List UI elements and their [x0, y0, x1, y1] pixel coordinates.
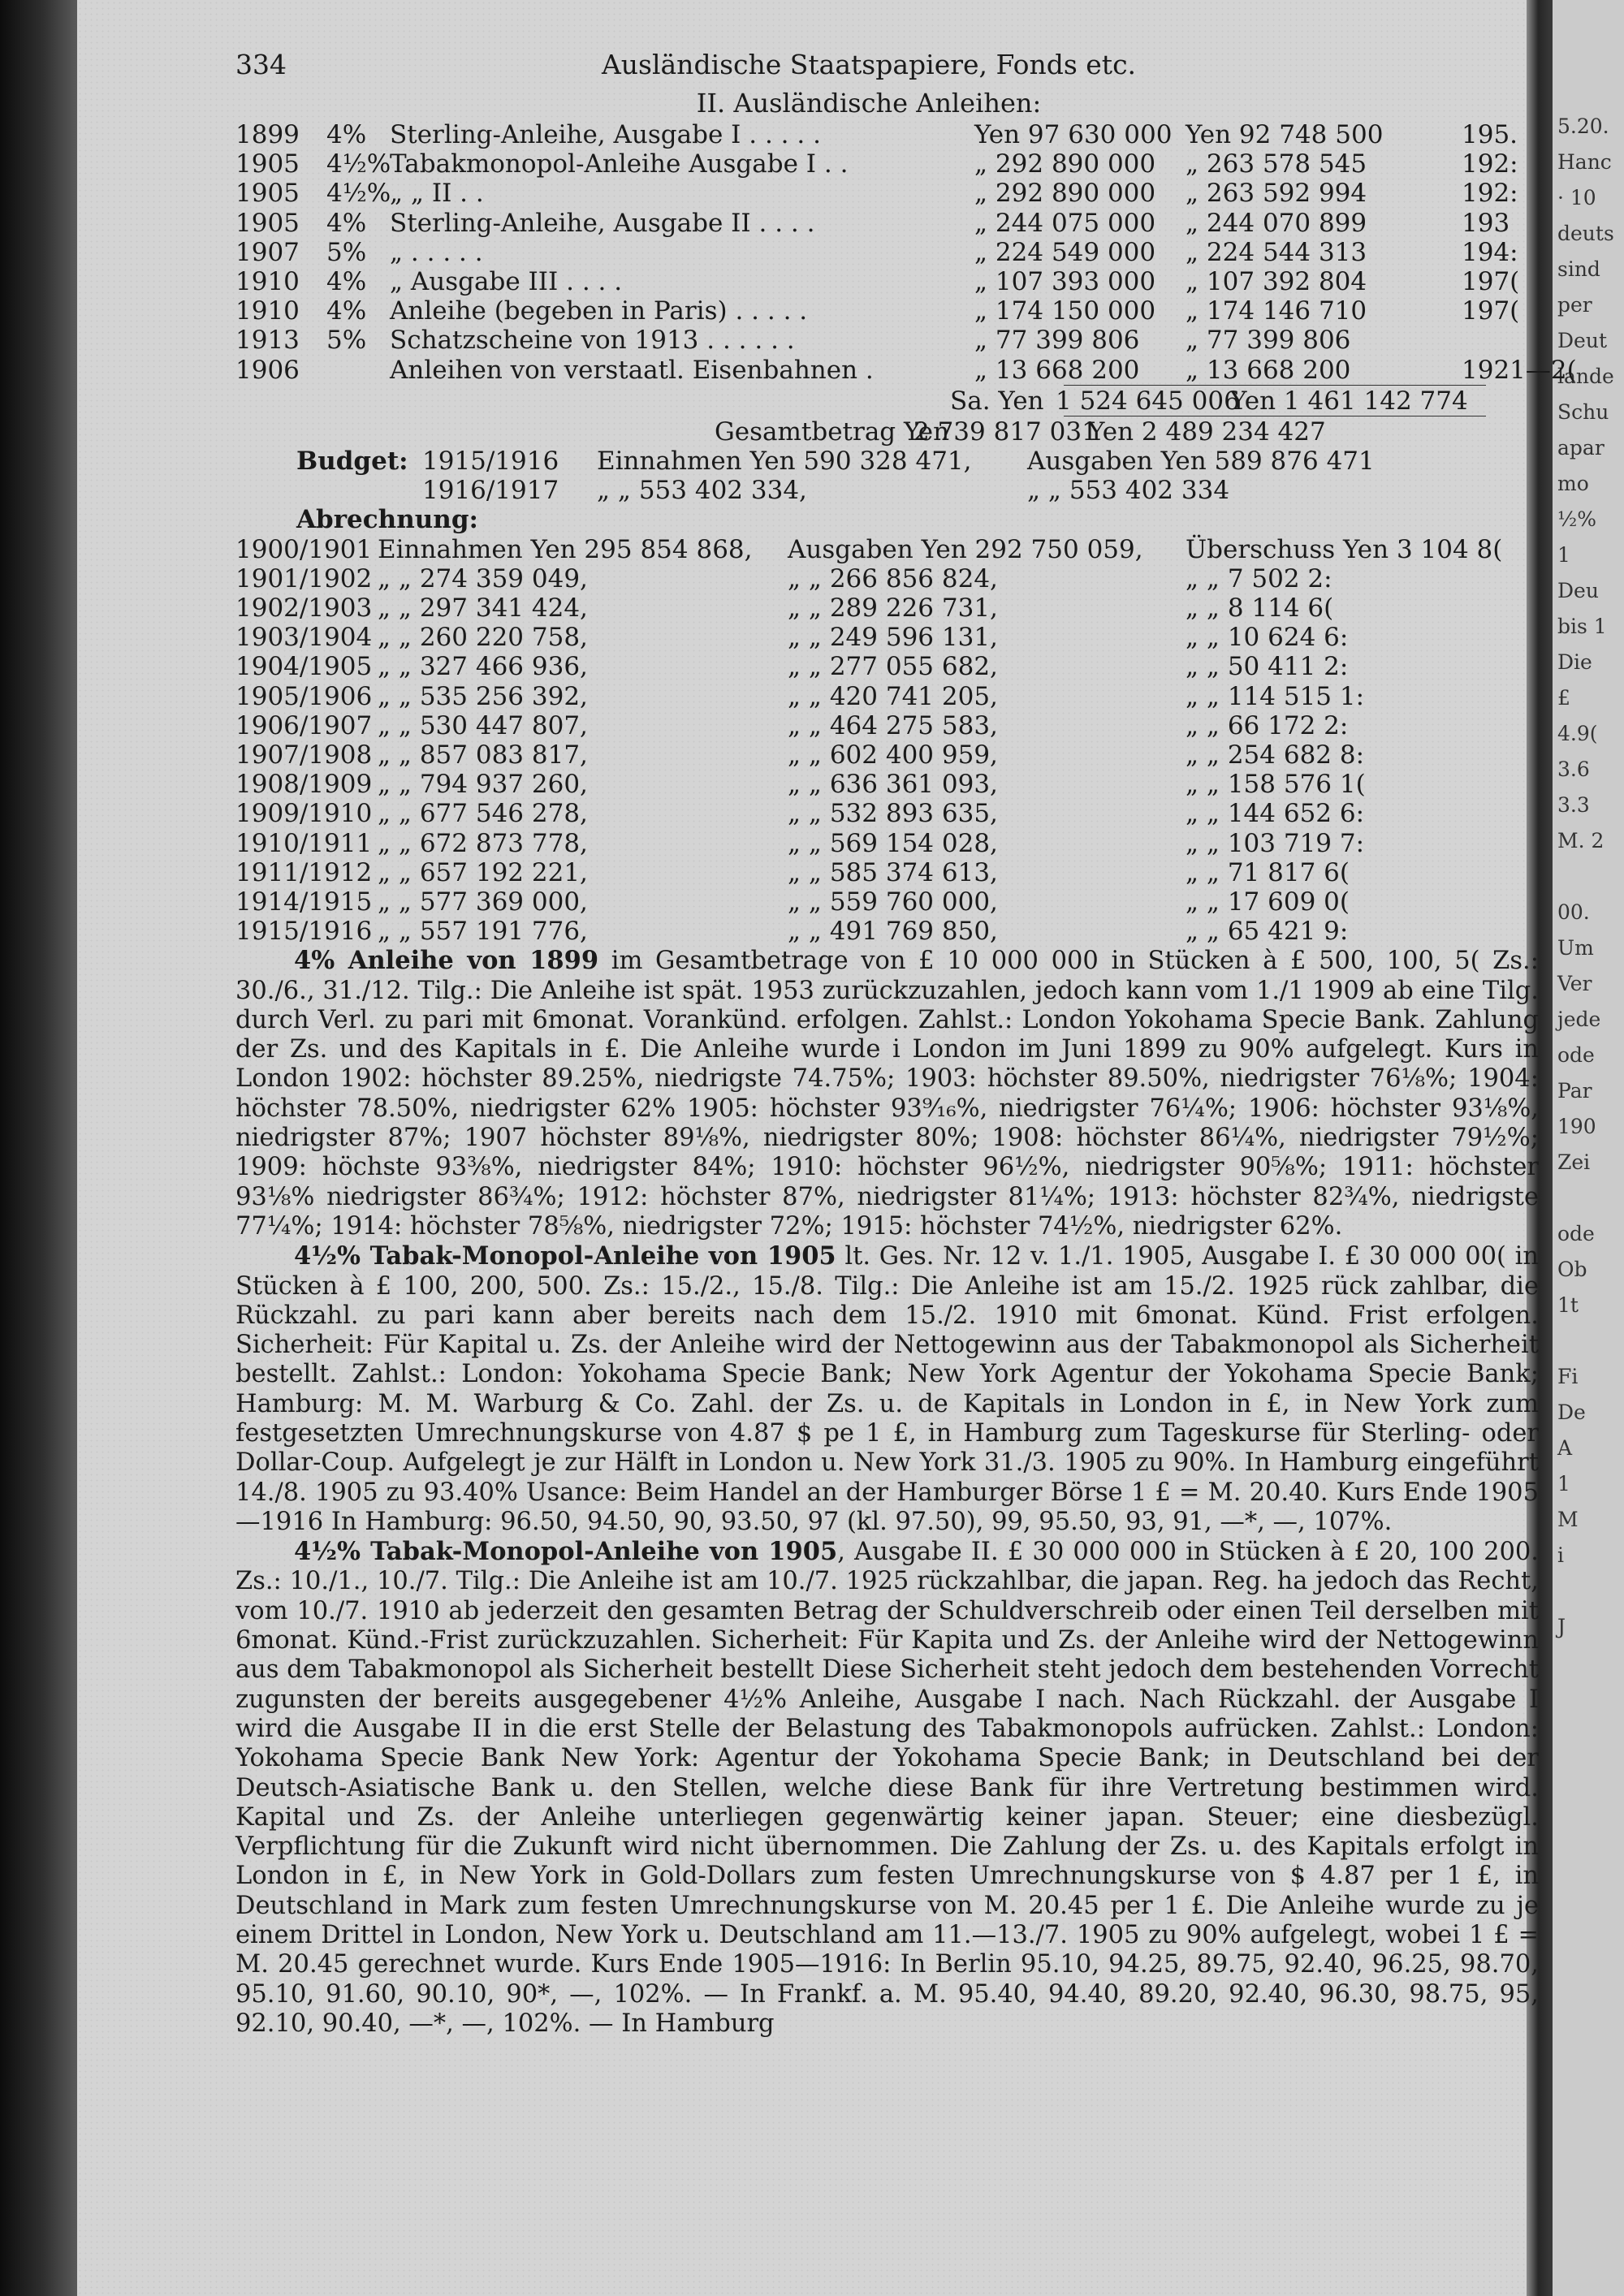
- account-income: „ „ 535 256 392,: [378, 681, 588, 711]
- accounts-heading: [235, 505, 1551, 534]
- budget-year: 1916/1917: [422, 476, 559, 506]
- account-income: „ „ 577 369 000,: [378, 887, 588, 917]
- adjacent-page-fragment: per: [1557, 293, 1592, 317]
- adjacent-page-fragment: [1553, 1185, 1624, 1211]
- account-year: 1910/1911: [235, 828, 373, 858]
- table-row: [235, 740, 1551, 770]
- bond-text: im Gesamtbetrage von £ 10 000 000 in Stücken à £ 500, 100, 5( Zs.: 30./6., 31./12. Tilg.: Die Anleihe ist spät. 1953 zurückzuzahlen, jedoch kann vom 1./1 1909 ab eine Tilg. durch Verl. zu pari mit 6monat. Vorankünd. erfolgen. Zahlst.: London Yokohama Specie Bank. Zahlung der Zs. und des Kapitals in £. Die Anleihe wurde i London im Juni 1899 zu 90% aufgelegt. Kurs in London 1902: höchster 89.25%, niedrigste 74.75%; 1903: höchster 89.50%, niedrigster 76⅛%; 1904: höchster 78.50%, niedrigster 62% 1905: höchster 93⁹⁄₁₆%, niedrigster 76¼%; 1906: höchster 93⅛%, niedrigster 87%; 1907 höchster 89⅛%, niedrigster 80%; 1908: höchster 86¼%, niedrigster 79½%; 1909: höchste 93⅜%, niedrigster 84%; 1910: höchster 96½%, niedrigster 90⅝%; 1911: höchster 93⅛% niedrigster 86¾%; 1912: höchster 87%, niedrigster 81¼%; 1913: höchster 82¾%, niedrigste 77¼%; 1914: höchster 78⅝%, niedrigster 72%; 1915: höchster 74½%, niedrigster 62%.: [235, 947, 1539, 1241]
- account-surplus: „ „ 7 502 2:: [1186, 563, 1332, 593]
- adjacent-page-fragment: Ob: [1557, 1258, 1587, 1281]
- adjacent-page-fragment: Deut: [1557, 329, 1607, 352]
- loan-maturity-fragment: 192:: [1462, 179, 1518, 209]
- account-expenses: „ „ 602 400 959,: [788, 740, 998, 770]
- account-year: 1900/1901: [235, 534, 373, 564]
- table-row: [235, 149, 1551, 179]
- account-expenses: „ „ 532 893 635,: [788, 799, 998, 829]
- adjacent-page-fragment: Um: [1557, 936, 1594, 960]
- adjacent-page-fragment: jede: [1557, 1008, 1601, 1031]
- loan-outstanding: „ 244 070 899: [1186, 208, 1367, 238]
- table-row: [235, 120, 1551, 149]
- table-row: [235, 267, 1551, 296]
- accounts-table: [235, 535, 1551, 947]
- table-row: [235, 179, 1551, 208]
- running-title: Ausländische Staatspapiere, Fonds etc.: [601, 49, 1137, 80]
- loan-outstanding: „ 263 592 994: [1186, 179, 1367, 209]
- loan-name: Anleihe (begeben in Paris) . . . . .: [390, 296, 808, 326]
- account-surplus: „ „ 103 719 7:: [1186, 828, 1365, 858]
- total-outstanding: Yen 2 489 234 427: [1088, 416, 1326, 447]
- adjacent-page-fragment: ½%: [1557, 507, 1596, 531]
- bond-text: lt. Ges. Nr. 12 v. 1./1. 1905, Ausgabe I. £ 30 000 00( in Stücken à £ 100, 200, 500. Zs.: 15./2., 15./8. Tilg.: Die Anleihe ist am 15./2. 1925 rück zahlbar, die Rückzahl. zu pari kann aber bereits nach dem 15./2. 1910 mit 6monat. Künd. Frist erfolgen. Sicherheit: Für Kapital u. Zs. der Anleihe wird der Nettogewinn aus der Tabakmonopol als Sicherheit bestellt. Zahlst.: London: Yokohama Specie Bank; New York Agentur der Yokohama Specie Bank; Hamburg: M. M. Warburg & Co. Zahl. der Zs. u. de Kapitals in London in £, in New York zum festgesetzten Umrechnungskurse von 4.87 $ pe 1 £, in Hamburg zum Tageskurse für Sterling- oder Dollar-Coup. Aufgelegt je zur Hälft in London u. New York 31./3. 1905 zu 90%. In Hamburg eingeführt 14./8. 1905 zu 93.40% Usance: Beim Handel an der Hamburger Börse 1 £ = M. 20.40. Kurs Ende 1905—1916 In Hamburg: 96.50, 94.50, 90, 93.50, 97 (kl. 97.50), 99, 95.50, 93, 91, —*, —, 107%.: [235, 1242, 1540, 1536]
- account-year: 1903/1904: [235, 623, 373, 653]
- table-row: [235, 535, 1551, 564]
- account-expenses: „ „ 491 769 850,: [788, 917, 998, 947]
- adjacent-page-fragment: De: [1557, 1400, 1586, 1424]
- account-year: 1905/1906: [235, 681, 373, 711]
- account-year: 1904/1905: [235, 652, 373, 682]
- account-surplus: Überschuss Yen 3 104 8(: [1186, 534, 1503, 564]
- total-label: Gesamtbetrag Yen: [715, 416, 950, 447]
- loan-maturity-fragment: 197(: [1462, 296, 1520, 326]
- account-income: „ „ 297 341 424,: [378, 593, 588, 623]
- loan-maturity-fragment: 197(: [1462, 266, 1520, 296]
- account-income: „ „ 794 937 260,: [378, 770, 588, 800]
- adjacent-page-fragment: apar: [1557, 436, 1605, 460]
- account-surplus: „ „ 66 172 2:: [1186, 710, 1349, 740]
- account-expenses: „ „ 266 856 824,: [788, 563, 998, 593]
- section-title: II. Ausländische Anleihen:: [696, 88, 1042, 119]
- table-row: [235, 887, 1551, 917]
- adjacent-page-fragment: · 10: [1557, 186, 1596, 209]
- loan-name: Sterling-Anleihe, Ausgabe II . . . .: [390, 208, 815, 238]
- loan-issued: „ 174 150 000: [974, 296, 1156, 326]
- adjacent-page-fragment: Fi: [1557, 1365, 1579, 1388]
- sum-label: Sa. Yen: [950, 386, 1044, 416]
- budget-section: [235, 447, 1551, 505]
- adjacent-page-fragment: Ver: [1557, 972, 1592, 995]
- sum-outstanding: Yen 1 461 142 774: [1230, 386, 1468, 416]
- table-row: [235, 917, 1551, 946]
- account-expenses: „ „ 464 275 583,: [788, 710, 998, 740]
- account-surplus: „ „ 50 411 2:: [1186, 652, 1349, 682]
- adjacent-page-fragment: M: [1557, 1508, 1579, 1531]
- budget-expenses: „ „ 553 402 334: [1027, 476, 1230, 506]
- account-income: „ „ 557 191 776,: [378, 917, 588, 947]
- table-row: [235, 296, 1551, 326]
- adjacent-page-fragment: Zei: [1557, 1150, 1591, 1174]
- loan-year: 1899: [235, 120, 300, 149]
- budget-income: „ „ 553 402 334,: [597, 476, 807, 506]
- account-income: „ „ 530 447 807,: [378, 710, 588, 740]
- table-row: [235, 326, 1551, 355]
- loan-year: 1905: [235, 179, 300, 209]
- loan-issued: Yen 97 630 000: [974, 120, 1173, 149]
- adjacent-page-fragment: Schu: [1557, 400, 1609, 424]
- account-surplus: „ „ 10 624 6:: [1186, 623, 1349, 653]
- loan-rate: 4½%: [326, 179, 391, 209]
- account-year: 1902/1903: [235, 593, 373, 623]
- accounts-label: Abrechnung:: [296, 505, 478, 535]
- adjacent-page-fragment: J: [1557, 1615, 1566, 1638]
- loan-rate: 5%: [326, 237, 367, 267]
- loan-issued: „ 13 668 200: [974, 355, 1140, 385]
- adjacent-page-fragment: 190: [1557, 1115, 1596, 1138]
- account-expenses: Ausgaben Yen 292 750 059,: [788, 534, 1143, 564]
- loan-rate: 5%: [326, 326, 367, 356]
- loan-outstanding: „ 77 399 806: [1186, 326, 1351, 356]
- account-income: „ „ 260 220 758,: [378, 623, 588, 653]
- account-income: „ „ 327 466 936,: [378, 652, 588, 682]
- bond-paragraph: [235, 1537, 1539, 2039]
- adjacent-page-fragment: 3.3: [1557, 793, 1590, 817]
- loan-issued: „ 244 075 000: [974, 208, 1156, 238]
- loan-issued: „ 292 890 000: [974, 179, 1156, 209]
- table-row: [235, 711, 1551, 740]
- adjacent-page-fragment: ode: [1557, 1222, 1595, 1245]
- account-expenses: „ „ 585 374 613,: [788, 857, 998, 887]
- loan-name: „ „ II . .: [390, 179, 484, 209]
- account-income: „ „ 857 083 817,: [378, 740, 588, 770]
- loan-outstanding: „ 107 392 804: [1186, 266, 1367, 296]
- account-year: 1915/1916: [235, 917, 373, 947]
- account-surplus: „ „ 114 515 1:: [1186, 681, 1365, 711]
- account-year: 1914/1915: [235, 887, 373, 917]
- account-year: 1907/1908: [235, 740, 373, 770]
- account-expenses: „ „ 559 760 000,: [788, 887, 998, 917]
- budget-label: Budget:: [296, 447, 408, 477]
- adjacent-page-fragment: mo: [1557, 472, 1589, 495]
- table-row: [235, 209, 1551, 238]
- bond-paragraph: [235, 946, 1539, 1241]
- loan-outstanding: Yen 92 748 500: [1186, 120, 1384, 149]
- adjacent-page-fragment: Par: [1557, 1079, 1592, 1103]
- loan-year: 1906: [235, 355, 300, 385]
- adjacent-page-fragment: Deu: [1557, 579, 1599, 602]
- loan-name: Sterling-Anleihe, Ausgabe I . . . . .: [390, 120, 821, 149]
- loan-maturity-fragment: 195.: [1462, 120, 1518, 149]
- adjacent-page-fragment: [1553, 864, 1624, 890]
- adjacent-page-fragment: 1: [1557, 1472, 1570, 1495]
- budget-expenses: Ausgaben Yen 589 876 471: [1027, 447, 1375, 477]
- loan-rate: 4½%: [326, 149, 391, 179]
- sum-row: [235, 386, 1551, 416]
- budget-year: 1915/1916: [422, 447, 559, 477]
- table-row: [235, 623, 1551, 652]
- adjacent-page-fragment: M. 2: [1557, 829, 1605, 852]
- adjacent-page-fragment: £: [1557, 686, 1570, 710]
- total-issued: 2 739 817 031: [914, 416, 1098, 447]
- adjacent-page-fragment: 1t: [1557, 1293, 1579, 1317]
- loan-maturity-fragment: 194:: [1462, 237, 1518, 267]
- account-income: Einnahmen Yen 295 854 868,: [378, 534, 753, 564]
- account-income: „ „ 677 546 278,: [378, 799, 588, 829]
- budget-row: [235, 476, 1551, 505]
- adjacent-page-fragment: deuts: [1557, 222, 1614, 245]
- account-expenses: „ „ 636 361 093,: [788, 770, 998, 800]
- loan-name: Anleihen von verstaatl. Eisenbahnen .: [390, 355, 874, 385]
- loan-year: 1910: [235, 266, 300, 296]
- loan-name: „ Ausgabe III . . . .: [390, 266, 623, 296]
- loan-rate: 4%: [326, 266, 367, 296]
- loan-maturity-fragment: 1921—2(: [1462, 355, 1577, 385]
- account-expenses: „ „ 249 596 131,: [788, 623, 998, 653]
- loan-issued: „ 77 399 806: [974, 326, 1140, 356]
- account-surplus: „ „ 144 652 6:: [1186, 799, 1365, 829]
- account-surplus: „ „ 158 576 1(: [1186, 770, 1366, 800]
- loan-maturity-fragment: 193: [1462, 208, 1510, 238]
- table-row: [235, 770, 1551, 799]
- table-row: [235, 238, 1551, 267]
- adjacent-page-fragment: Die: [1557, 650, 1592, 674]
- adjacent-page-fragment: sind: [1557, 257, 1600, 281]
- loan-issued: „ 292 890 000: [974, 149, 1156, 179]
- bond-descriptions: [235, 946, 1539, 2039]
- table-row: [235, 564, 1551, 593]
- loan-name: Tabakmonopol-Anleihe Ausgabe I . .: [390, 149, 849, 179]
- page-header: [235, 49, 1551, 88]
- account-surplus: „ „ 71 817 6(: [1186, 857, 1350, 887]
- account-year: 1906/1907: [235, 710, 373, 740]
- loan-year: 1910: [235, 296, 300, 326]
- adjacent-page-fragment: A: [1557, 1436, 1573, 1460]
- account-surplus: „ „ 17 609 0(: [1186, 887, 1350, 917]
- loan-year: 1905: [235, 149, 300, 179]
- adjacent-page-fragment: Hanc: [1557, 150, 1612, 174]
- adjacent-page-fragment: 5.20.: [1557, 114, 1609, 138]
- bond-title: 4½% Tabak-Monopol-Anleihe von 1905: [294, 1537, 838, 1567]
- account-surplus: „ „ 8 114 6(: [1186, 593, 1334, 623]
- account-surplus: „ „ 65 421 9:: [1186, 917, 1349, 947]
- loan-issued: „ 107 393 000: [974, 266, 1156, 296]
- account-expenses: „ „ 569 154 028,: [788, 828, 998, 858]
- table-row: [235, 829, 1551, 858]
- loan-rate: 4%: [326, 208, 367, 238]
- account-year: 1911/1912: [235, 857, 373, 887]
- loan-name: „ . . . . .: [390, 237, 483, 267]
- adjacent-page-fragment: [1553, 1328, 1624, 1354]
- account-expenses: „ „ 420 741 205,: [788, 681, 998, 711]
- adjacent-page-fragment: 3.6: [1557, 757, 1590, 781]
- account-income: „ „ 657 192 221,: [378, 857, 588, 887]
- bond-title: 4½% Tabak-Monopol-Anleihe von 1905: [294, 1241, 836, 1271]
- scan-left-margin: [0, 0, 77, 2296]
- account-year: 1909/1910: [235, 799, 373, 829]
- budget-income: Einnahmen Yen 590 328 471,: [597, 447, 972, 477]
- account-year: 1901/1902: [235, 563, 373, 593]
- adjacent-page-fragment: i: [1557, 1543, 1564, 1567]
- sum-issued: 1 524 645 006: [1056, 386, 1240, 416]
- bond-text: , Ausgabe II. £ 30 000 000 in Stücken à £ 20, 100 200. Zs.: 10./1., 10./7. Tilg.: Die Anleihe ist am 10./7. 1925 rückzahlbar, die japan. Reg. ha jedoch das Recht, vom 10./7. 1910 ab jederzeit den gesamten Betrag der Schuldverschreib oder einen Teil derselben mit 6monat. Künd.-Frist zurückzuzahlen. Sicherheit: Für Kapita und Zs. der Anleihe wird der Nettogewinn aus dem Tabakmonopol als Sicherheit bestellt Diese Sicherheit steht jedoch dem bestehenden Vorrecht zugunsten der bereits ausgegebener 4½% Anleihe, Ausgabe I nach. Nach Rückzahl. der Ausgabe I wird die Ausgabe II in die erst Stelle der Belastung des Tabakmonopols aufrücken. Zahlst.: London: Yokohama Specie Bank New York: Agentur der Yokohama Specie Bank; in Deutschland bei der Deutsch-Asiatische Bank u. den Stellen, welche diese Bank für ihre Vertretung bestimmen wird. Kapital und Zs. der Anleihe unterliegen gegenwärtig keiner japan. Steuer; eine diesbezügl. Verpflichtung für die Zukunft wird nicht übernommen. Die Zahlung der Zs. u. des Kapitals erfolgt in London in £, in New York in Gold-Dollars zum festen Umrechnungskurse von $ 4.87 per 1 £, in Deutschland in Mark zum festen Umrechnungskurse von M. 20.45 per 1 £. Die Anleihe wurde zu je einem Drittel in London, New York u. Deutschland am 11.—13./7. 1905 zu 90% aufgelegt, wobei 1 £ = M. 20.45 gerechnet wurde. Kurs Ende 1905—1916: In Berlin 95.10, 94.25, 89.75, 92.40, 96.25, 98.70, 95.10, 91.60, 90.10, 90*, —, 102%. — In Frankf. a. M. 95.40, 94.40, 89.20, 92.40, 96.30, 98.75, 95, 92.10, 90.40, —*, —, 102%. — In Hamburg: [235, 1538, 1539, 2038]
- adjacent-page-strip: [1553, 0, 1624, 2296]
- loan-outstanding: „ 224 544 313: [1186, 237, 1367, 267]
- loan-rate: 4%: [326, 120, 367, 149]
- bond-paragraph: [235, 1241, 1539, 1537]
- page-number: 334: [235, 49, 287, 80]
- account-income: „ „ 274 359 049,: [378, 563, 588, 593]
- loan-maturity-fragment: 192:: [1462, 149, 1518, 179]
- adjacent-page-fragment: [1553, 1578, 1624, 1604]
- table-row: [235, 593, 1551, 623]
- account-expenses: „ „ 277 055 682,: [788, 652, 998, 682]
- account-income: „ „ 672 873 778,: [378, 828, 588, 858]
- table-row: [235, 355, 1577, 385]
- loan-year: 1913: [235, 326, 300, 356]
- adjacent-page-fragment: 1: [1557, 543, 1570, 567]
- adjacent-page-fragment: ode: [1557, 1043, 1595, 1067]
- table-row: [235, 682, 1551, 711]
- loan-outstanding: „ 174 146 710: [1186, 296, 1367, 326]
- bond-title: 4% Anleihe von 1899: [294, 946, 599, 976]
- table-row: [235, 799, 1551, 828]
- account-surplus: „ „ 254 682 8:: [1186, 740, 1365, 770]
- loan-outstanding: „ 13 668 200: [1186, 355, 1351, 385]
- total-row: [235, 417, 1551, 447]
- adjacent-page-fragment: 00.: [1557, 900, 1590, 924]
- table-row: [235, 652, 1551, 681]
- loan-name: Schatzscheine von 1913 . . . . . .: [390, 326, 795, 356]
- loan-year: 1905: [235, 208, 300, 238]
- adjacent-page-fragment: bis 1: [1557, 615, 1607, 638]
- account-year: 1908/1909: [235, 770, 373, 800]
- budget-row: [235, 447, 1551, 476]
- adjacent-page-fragment: 4.9(: [1557, 722, 1598, 745]
- loan-year: 1907: [235, 237, 300, 267]
- adjacent-page-fragment: lande: [1557, 365, 1614, 388]
- table-row: [235, 858, 1551, 887]
- loan-rate: 4%: [326, 296, 367, 326]
- loan-outstanding: „ 263 578 545: [1186, 149, 1367, 179]
- account-expenses: „ „ 289 226 731,: [788, 593, 998, 623]
- loan-issued: „ 224 549 000: [974, 237, 1156, 267]
